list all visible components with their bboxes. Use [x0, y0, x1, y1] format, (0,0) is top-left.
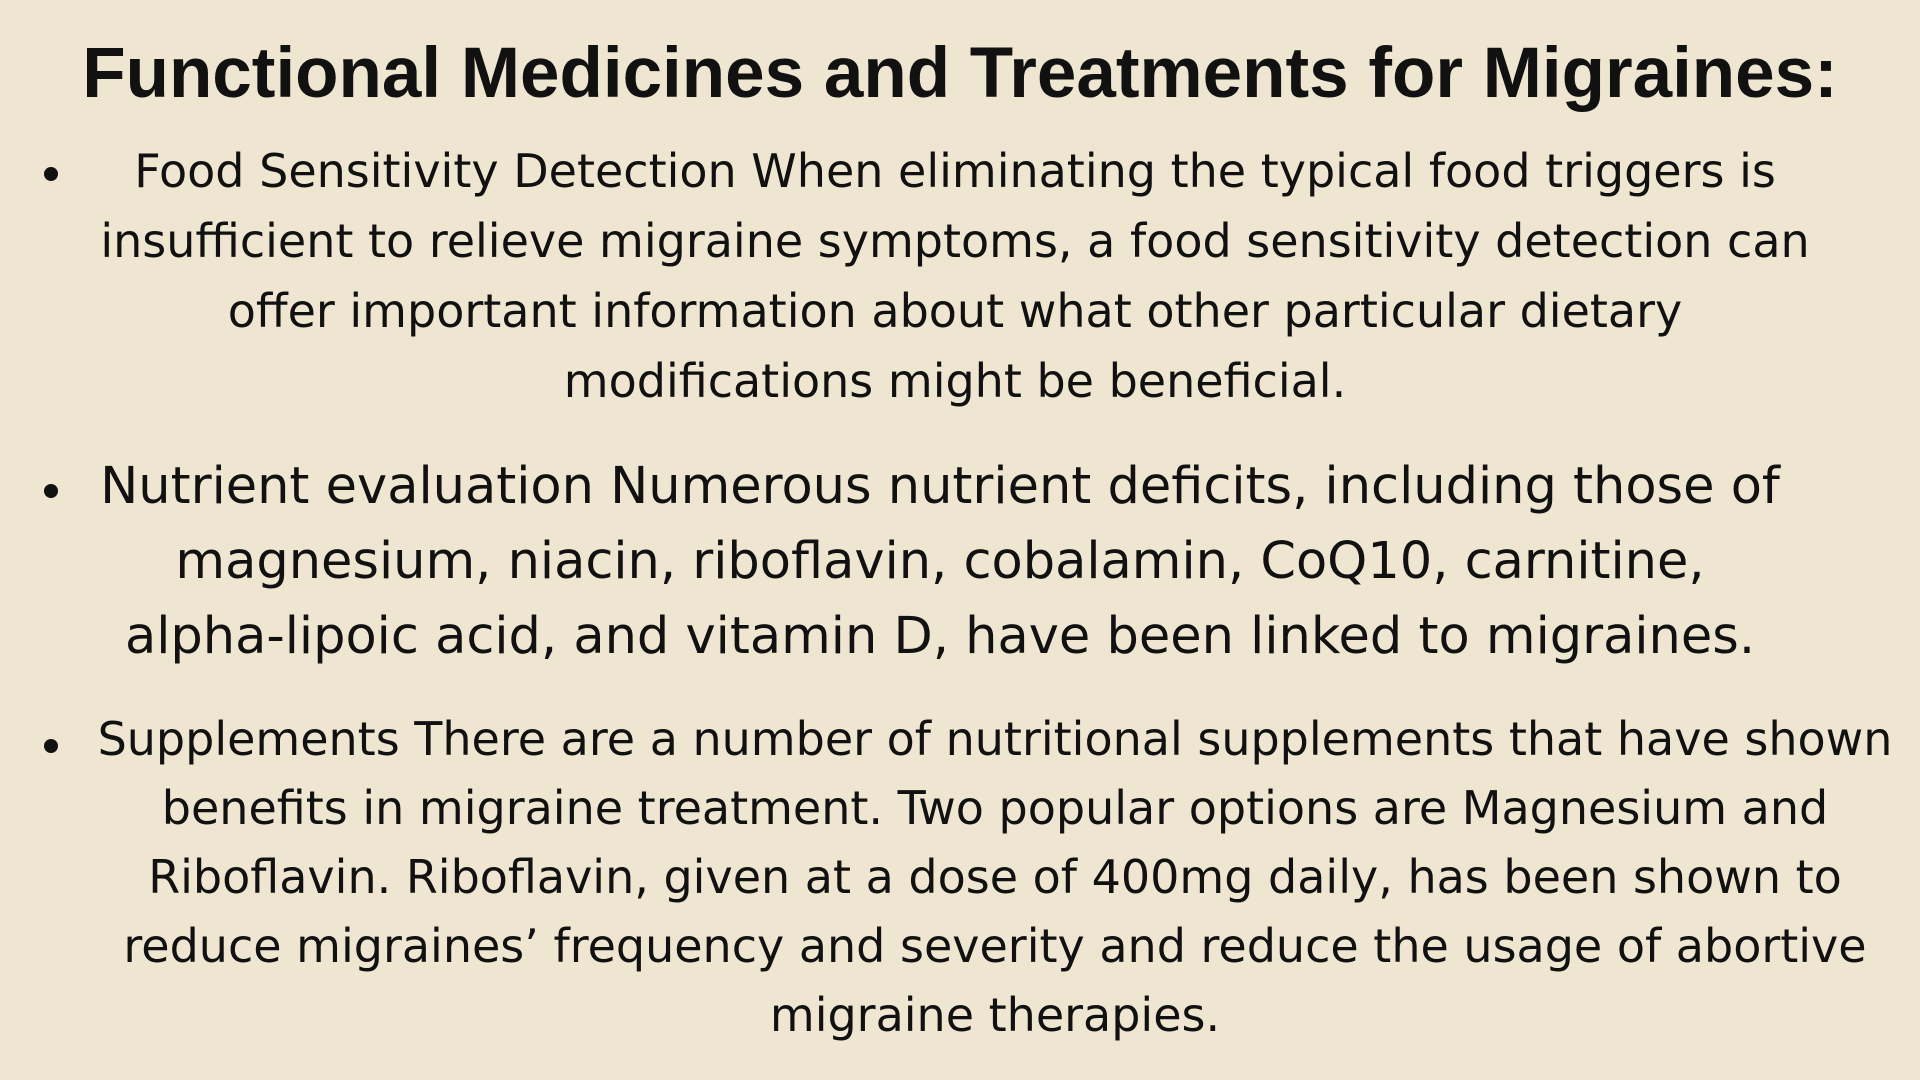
bullet-dot-icon [44, 484, 58, 498]
bullet-dot-icon [44, 167, 58, 181]
slide-title: Functional Medicines and Treatments for Migraines: [82, 34, 1838, 113]
bullet-text: Food Sensitivity Detection When eliminating the typical food triggers is insufficient to relieve migraine symptoms, a food sensitivity detection can offer important information about what other particular dietary modifications might be beneficial. [100, 144, 1810, 408]
bullet-dot-icon [44, 739, 58, 753]
bullet-text: Nutrient evaluation Numerous nutrient deficits, including those of magnesium, niacin, riboflavin, cobalamin, CoQ10, carnitine, alpha-lipoic acid, and vitamin D, have been linked to migraines. [100, 457, 1780, 666]
bullet-text: Supplements There are a number of nutritional supplements that have shown benefits in migraine treatment. Two popular options are Magnesium and Riboflavin. Riboflavin, given at a dose of 400mg daily, has been shown to reduce migraines’ frequency and severity and reduce the usage of abortive migraine therapies. [97, 712, 1893, 1042]
